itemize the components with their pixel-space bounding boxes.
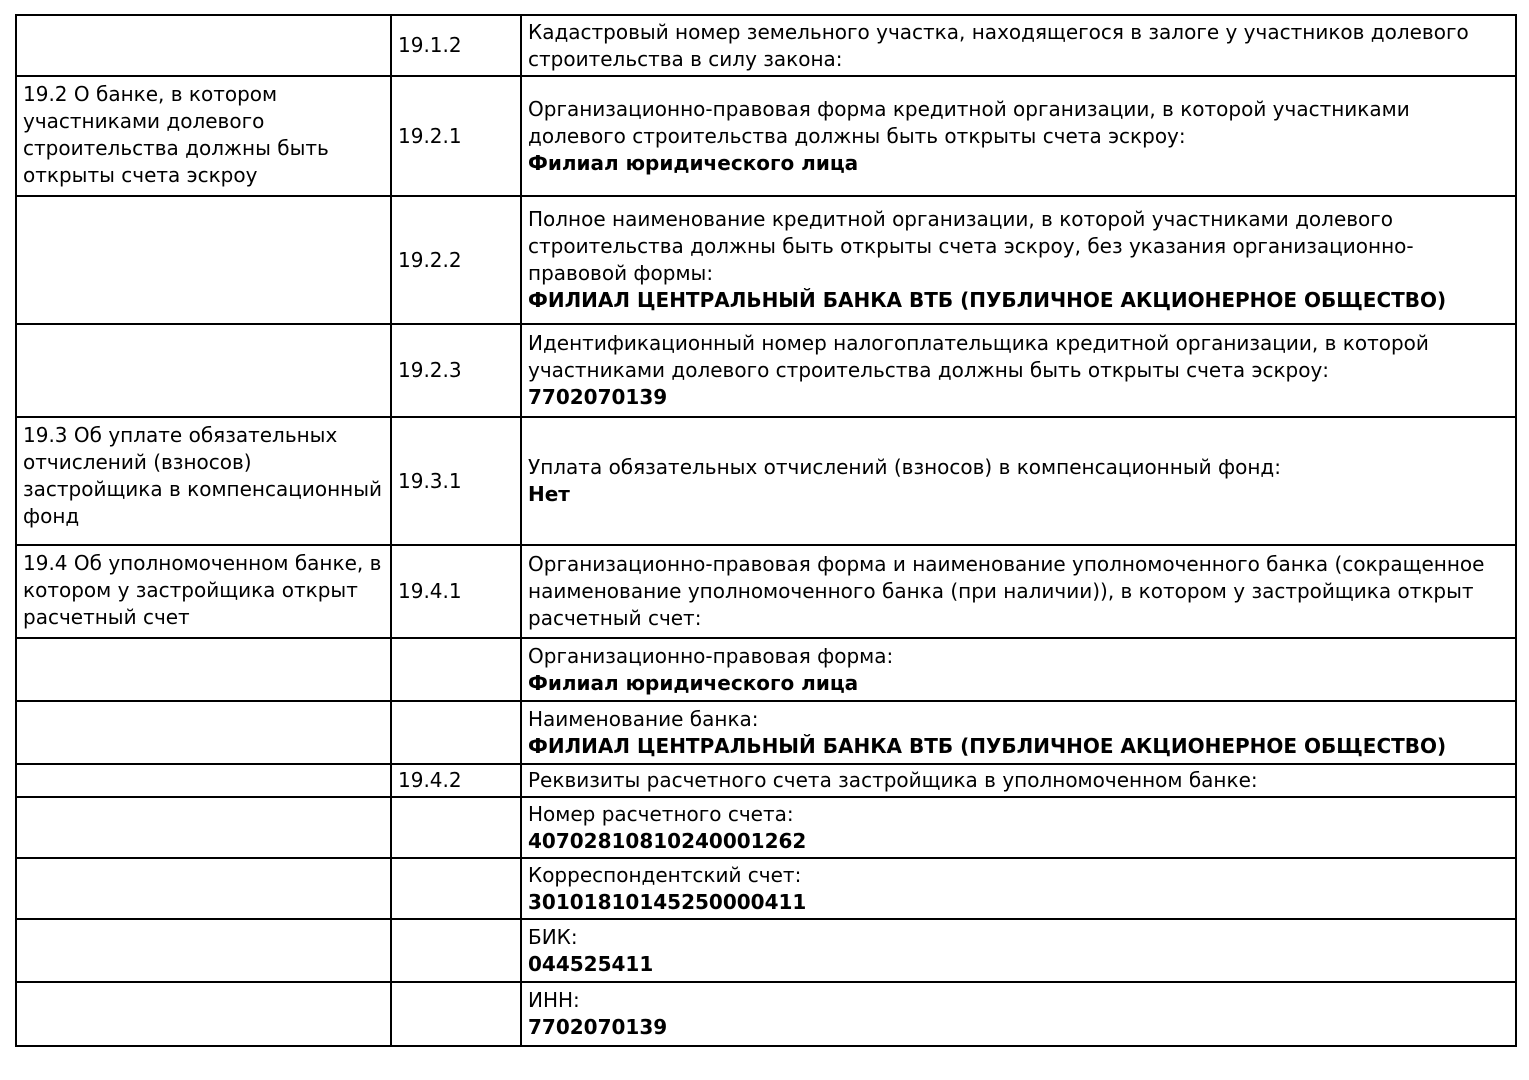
content-cell (521, 324, 1516, 417)
section-cell (16, 638, 391, 701)
item-number-cell (391, 982, 521, 1046)
section-cell (16, 764, 391, 797)
field-label: БИК: (528, 924, 578, 949)
field-label: Полное наименование кредитной организации, в которой участниками долевого строительства должны быть открыты счета эскроу, без указания организационно-правовой формы: (528, 207, 1414, 285)
field-label: Организационно-правовая форма: (528, 643, 894, 668)
item-number-cell: 19.2.3 (391, 324, 521, 417)
field-label: Корреспондентский счет: (528, 862, 802, 887)
field-value: Нет (528, 482, 570, 506)
table-row (16, 196, 1516, 324)
field-label: Наименование банка: (528, 706, 759, 731)
section-cell (16, 919, 391, 982)
table-row (16, 919, 1516, 982)
field-value: Филиал юридического лица (528, 150, 859, 175)
content-cell (521, 76, 1516, 196)
field-value: 044525411 (528, 951, 654, 976)
section-cell: 19.3 Об уплате обязательных отчислений (взносов) застройщика в компенсационный фонд (16, 417, 391, 545)
content-cell (521, 417, 1516, 545)
content-cell (521, 858, 1516, 919)
section-cell (16, 982, 391, 1046)
section-cell (16, 701, 391, 764)
section-cell (16, 196, 391, 324)
content-cell (521, 545, 1516, 638)
item-number-cell: 19.1.2 (391, 15, 521, 76)
table-row (16, 701, 1516, 764)
table-row (16, 545, 1516, 638)
table-row (16, 417, 1516, 545)
section-cell (16, 797, 391, 858)
content-cell (521, 701, 1516, 764)
declaration-table (15, 14, 1517, 1047)
item-number-cell: 19.2.1 (391, 76, 521, 196)
table-row (16, 797, 1516, 858)
table-row (16, 324, 1516, 417)
field-value: 7702070139 (528, 1015, 668, 1039)
field-label: Организационно-правовая форма кредитной организации, в которой участниками долевого строительства должны быть открыты счета эскроу: (528, 96, 1410, 148)
table-row (16, 982, 1516, 1046)
field-label: Идентификационный номер налогоплательщика кредитной организации, в которой участниками долевого строительства должны быть открыты счета эскроу: (528, 331, 1429, 382)
field-label: Организационно-правовая форма и наименование уполномоченного банка (сокращенное наименование уполномоченного банка (при наличии)), в котором у застройщика открыт расчетный счет: (528, 552, 1485, 630)
section-cell: 19.2 О банке, в котором участниками долевого строительства должны быть открыты счета эскроу (16, 76, 391, 196)
table-row (16, 15, 1516, 76)
section-cell (16, 324, 391, 417)
field-value: ФИЛИАЛ ЦЕНТРАЛЬНЫЙ БАНКА ВТБ (ПУБЛИЧНОЕ АКЦИОНЕРНОЕ ОБЩЕСТВО) (528, 288, 1447, 312)
section-cell: 19.4 Об уполномоченном банке, в котором у застройщика открыт расчетный счет (16, 545, 391, 638)
field-value: 40702810810240001262 (528, 828, 807, 853)
field-label: Реквизиты расчетного счета застройщика в уполномоченном банке: (528, 768, 1258, 792)
field-label: Кадастровый номер земельного участка, находящегося в залоге у участников долевого строительства в силу закона: (528, 19, 1469, 71)
field-value: Филиал юридического лица (528, 670, 859, 695)
field-value: 30101810145250000411 (528, 889, 807, 914)
item-number-cell: 19.3.1 (391, 417, 521, 545)
field-label: ИНН: (528, 988, 580, 1012)
content-cell (521, 919, 1516, 982)
item-number-cell (391, 858, 521, 919)
table-row (16, 638, 1516, 701)
item-number-cell: 19.2.2 (391, 196, 521, 324)
content-cell (521, 764, 1516, 797)
content-cell (521, 797, 1516, 858)
item-number-cell (391, 638, 521, 701)
item-number-cell: 19.4.2 (391, 764, 521, 797)
field-label: Уплата обязательных отчислений (взносов) в компенсационный фонд: (528, 455, 1281, 479)
table-row (16, 764, 1516, 797)
item-number-cell (391, 701, 521, 764)
field-label: Номер расчетного счета: (528, 801, 794, 826)
content-cell (521, 638, 1516, 701)
content-cell (521, 15, 1516, 76)
field-value: 7702070139 (528, 385, 668, 409)
item-number-cell (391, 797, 521, 858)
table-row (16, 858, 1516, 919)
section-cell (16, 858, 391, 919)
section-cell (16, 15, 391, 76)
table-body (16, 15, 1516, 1046)
field-value: ФИЛИАЛ ЦЕНТРАЛЬНЫЙ БАНКА ВТБ (ПУБЛИЧНОЕ АКЦИОНЕРНОЕ ОБЩЕСТВО) (528, 733, 1447, 758)
content-cell (521, 982, 1516, 1046)
table-row (16, 76, 1516, 196)
content-cell (521, 196, 1516, 324)
item-number-cell: 19.4.1 (391, 545, 521, 638)
item-number-cell (391, 919, 521, 982)
